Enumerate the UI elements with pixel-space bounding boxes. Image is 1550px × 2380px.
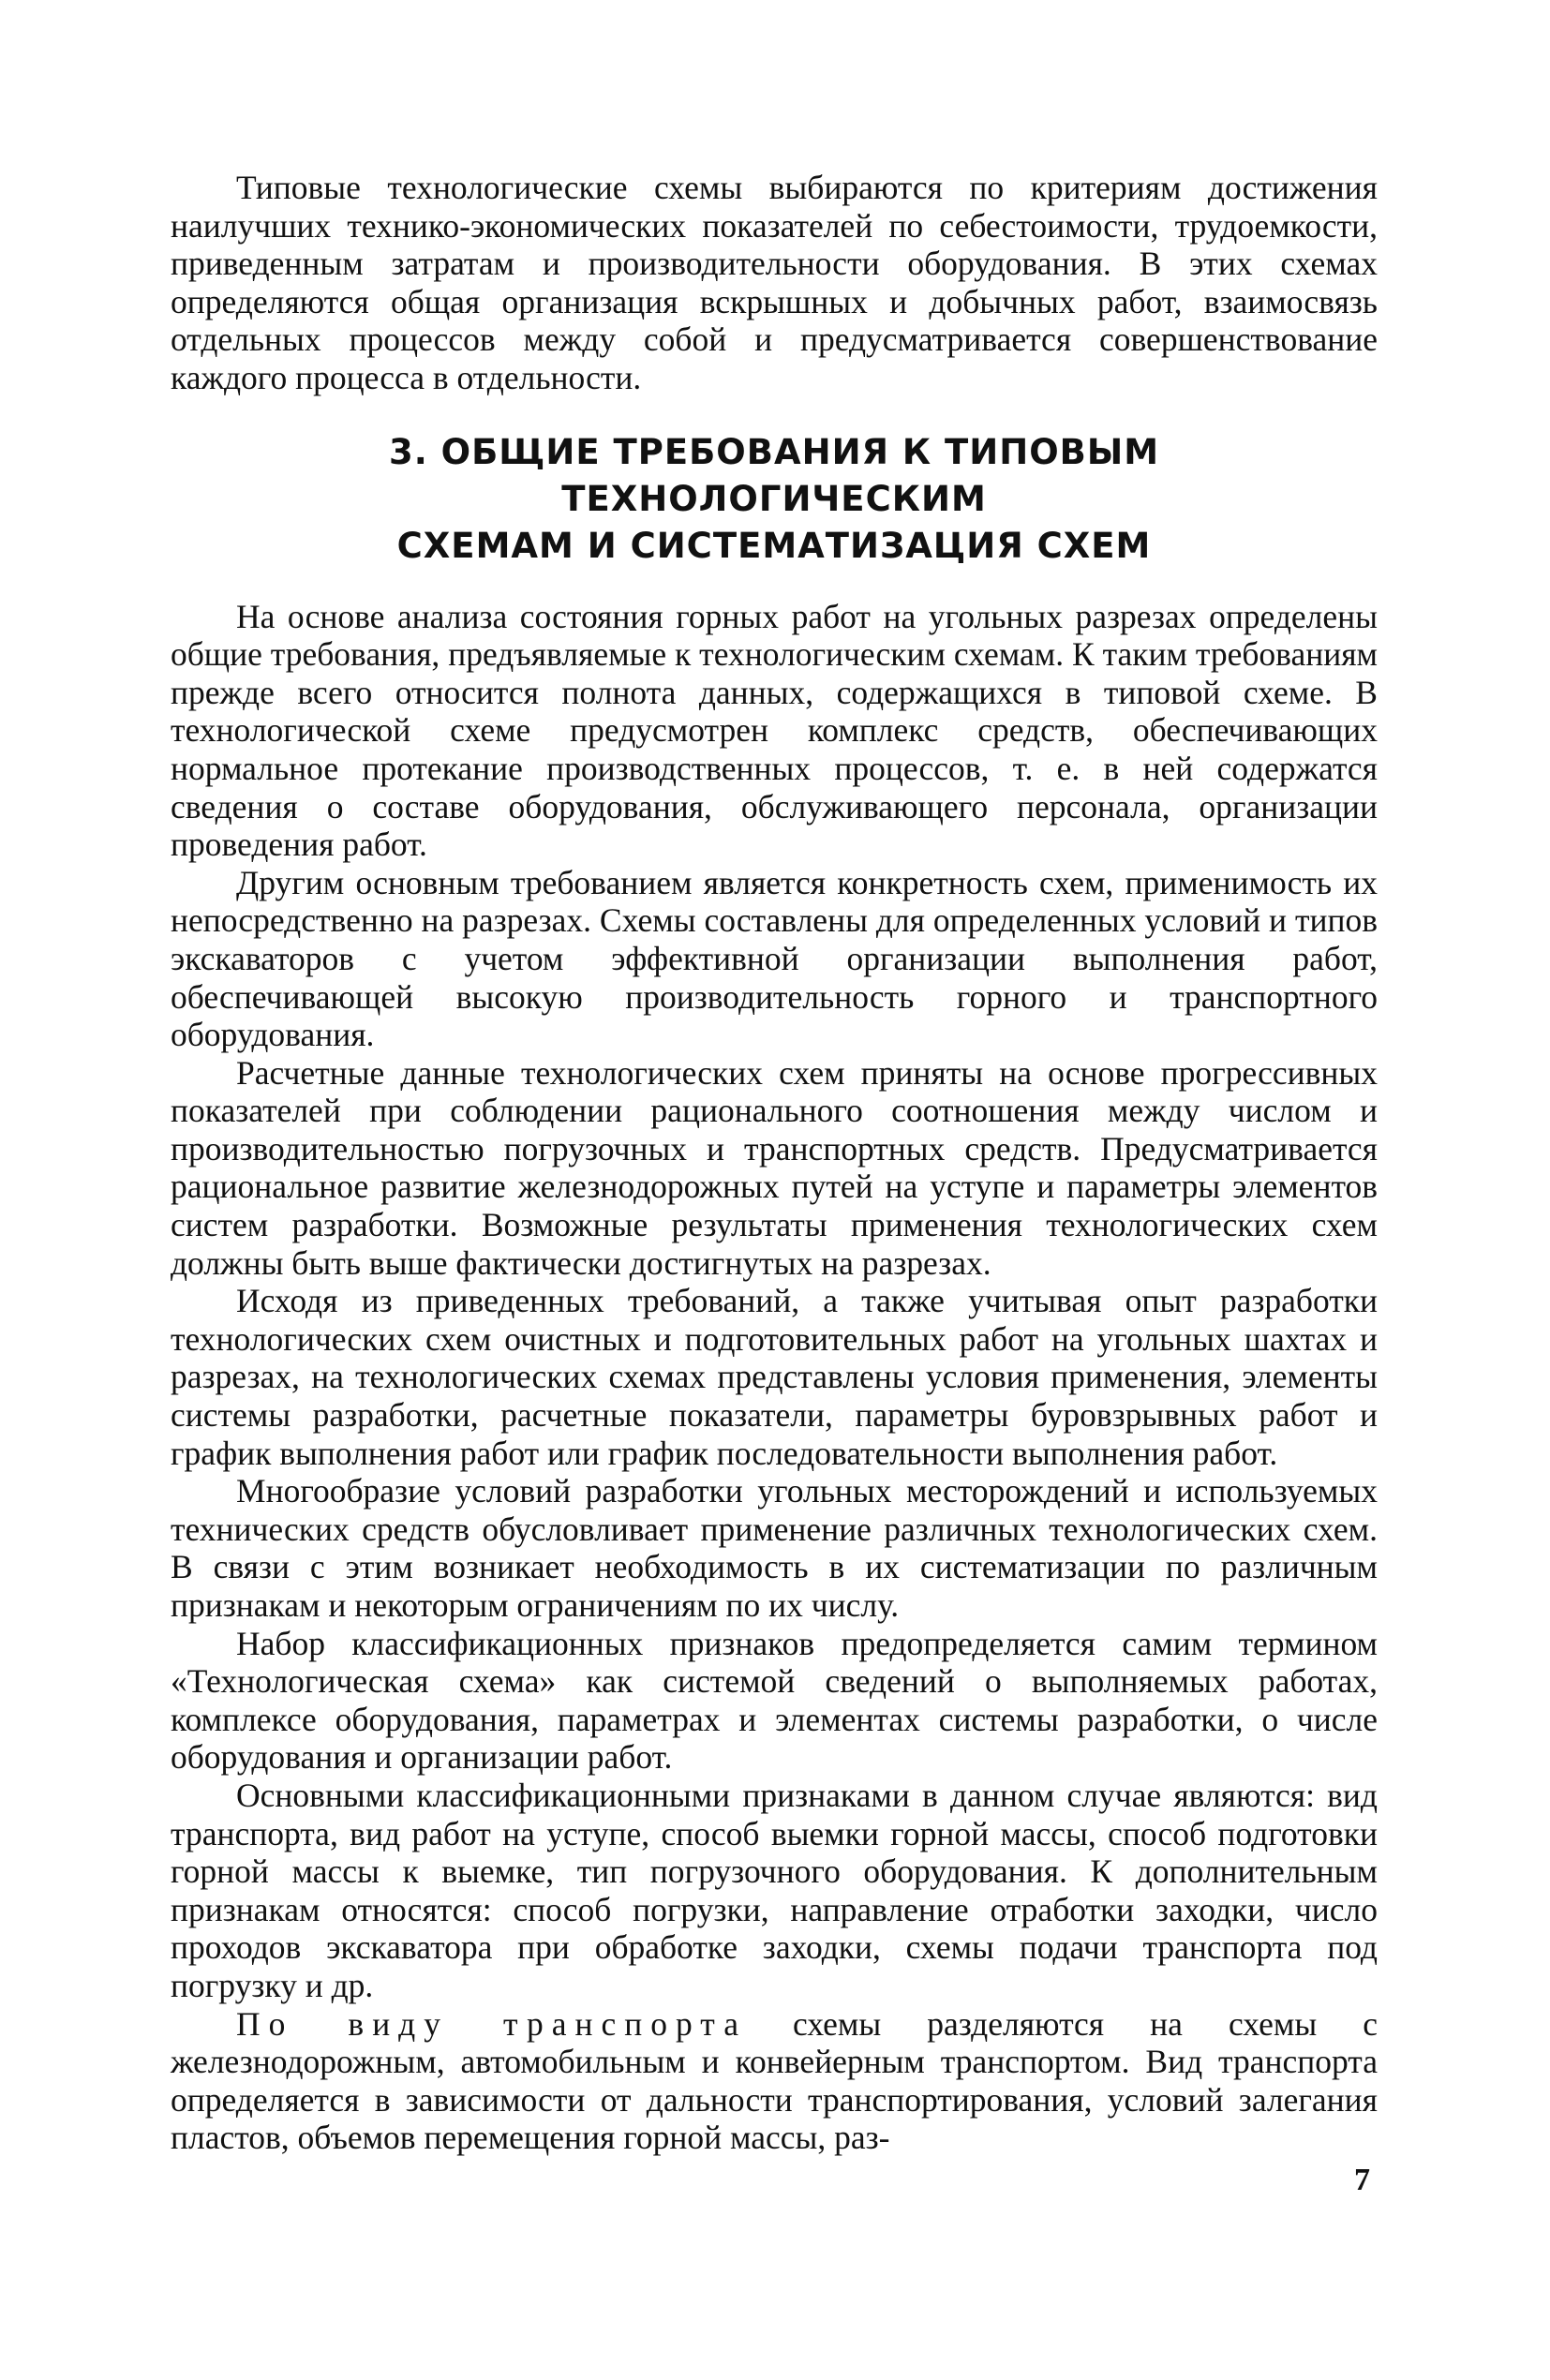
page-number: 7 (1354, 2163, 1370, 2197)
body-paragraph: Набор классификационных признаков предопределяется самим термином «Технологическая схема» как системой сведений о выполняемых работах, комплексе оборудования, параметрах и элементах системы разработки, о числе оборудования и организации работ. (171, 1624, 1378, 1777)
spaced-lead-text: По виду транспорта (236, 2004, 747, 2043)
body-paragraph: Основными классификационными признаками в данном случае являются: вид транспорта, вид работ на уступе, способ выемки горной массы, способ подготовки горной массы к выемке, тип погрузочного оборудования. К дополнительным признакам относятся: способ погрузки, направление отработки заходки, число проходов экскаватора при обработке заходки, схемы подачи транспорта под погрузку и др. (171, 1776, 1378, 2004)
last-paragraph (171, 2005, 1378, 2157)
section-heading-line-2: СХЕМАМ И СИСТЕМАТИЗАЦИЯ СХЕМ (396, 525, 1152, 566)
last-paragraph-text: схемы разделяются на схемы с железнодорожным, автомобильным и конвейерным транспортом. Вид транспорта определяется в зависимости от дальности транспортирования, условий залегания пластов, объемов перемещения горной массы, раз- (171, 2004, 1378, 2157)
body-paragraph: Расчетные данные технологических схем приняты на основе прогрессивных показателей при соблюдении рационального соотношения между числом и производительностью погрузочных и транспортных средств. Предусматривается рациональное развитие железнодорожных путей на уступе и параметры элементов систем разработки. Возможные результаты применения технологических схем должны быть выше фактически достигнутых на разрезах. (171, 1053, 1378, 1282)
page-body (171, 169, 1378, 2157)
body-paragraph: На основе анализа состояния горных работ на угольных разрезах определены общие требования, предъявляемые к технологическим схемам. К таким требованиям прежде всего относится полнота данных, содержащихся в типовой схеме. В технологической схеме предусмотрен комплекс средств, обеспечивающих нормальное протекание производственных процессов, т. е. в ней содержатся сведения о составе оборудования, обслуживающего персонала, организации проведения работ. (171, 597, 1378, 864)
intro-paragraph: Типовые технологические схемы выбираются по критериям достижения наилучших технико-экономических показателей по себестоимости, трудоемкости, приведенным затратам и производительности оборудования. В этих схемах определяются общая организация вскрышных и добычных работ, взаимосвязь отдельных процессов между собой и предусматривается совершенствование каждого процесса в отдельности. (171, 169, 1378, 396)
body-paragraph: Многообразие условий разработки угольных месторождений и используемых технических средств обусловливает применение различных технологических схем. В связи с этим возникает необходимость в их систематизации по различным признакам и некоторым ограничениям по их числу. (171, 1472, 1378, 1624)
body-paragraph: Исходя из приведенных требований, а также учитывая опыт разработки технологических схем очистных и подготовительных работ на угольных шахтах и разрезах, на технологических схемах представлены условия применения, элементы системы разработки, расчетные показатели, параметры буровзрывных работ и график выполнения работ или график последовательности выполнения работ. (171, 1282, 1378, 1472)
section-heading (171, 429, 1378, 570)
body-paragraph: Другим основным требованием является конкретность схем, применимость их непосредственно на разрезах. Схемы составлены для определенных условий и типов экскаваторов с учетом эффективной организации выполнения работ, обеспечивающей высокую производительность горного и транспортного оборудования. (171, 863, 1378, 1054)
section-heading-line-1: 3. ОБЩИЕ ТРЕБОВАНИЯ К ТИПОВЫМ ТЕХНОЛОГИЧЕСКИМ (388, 431, 1160, 519)
